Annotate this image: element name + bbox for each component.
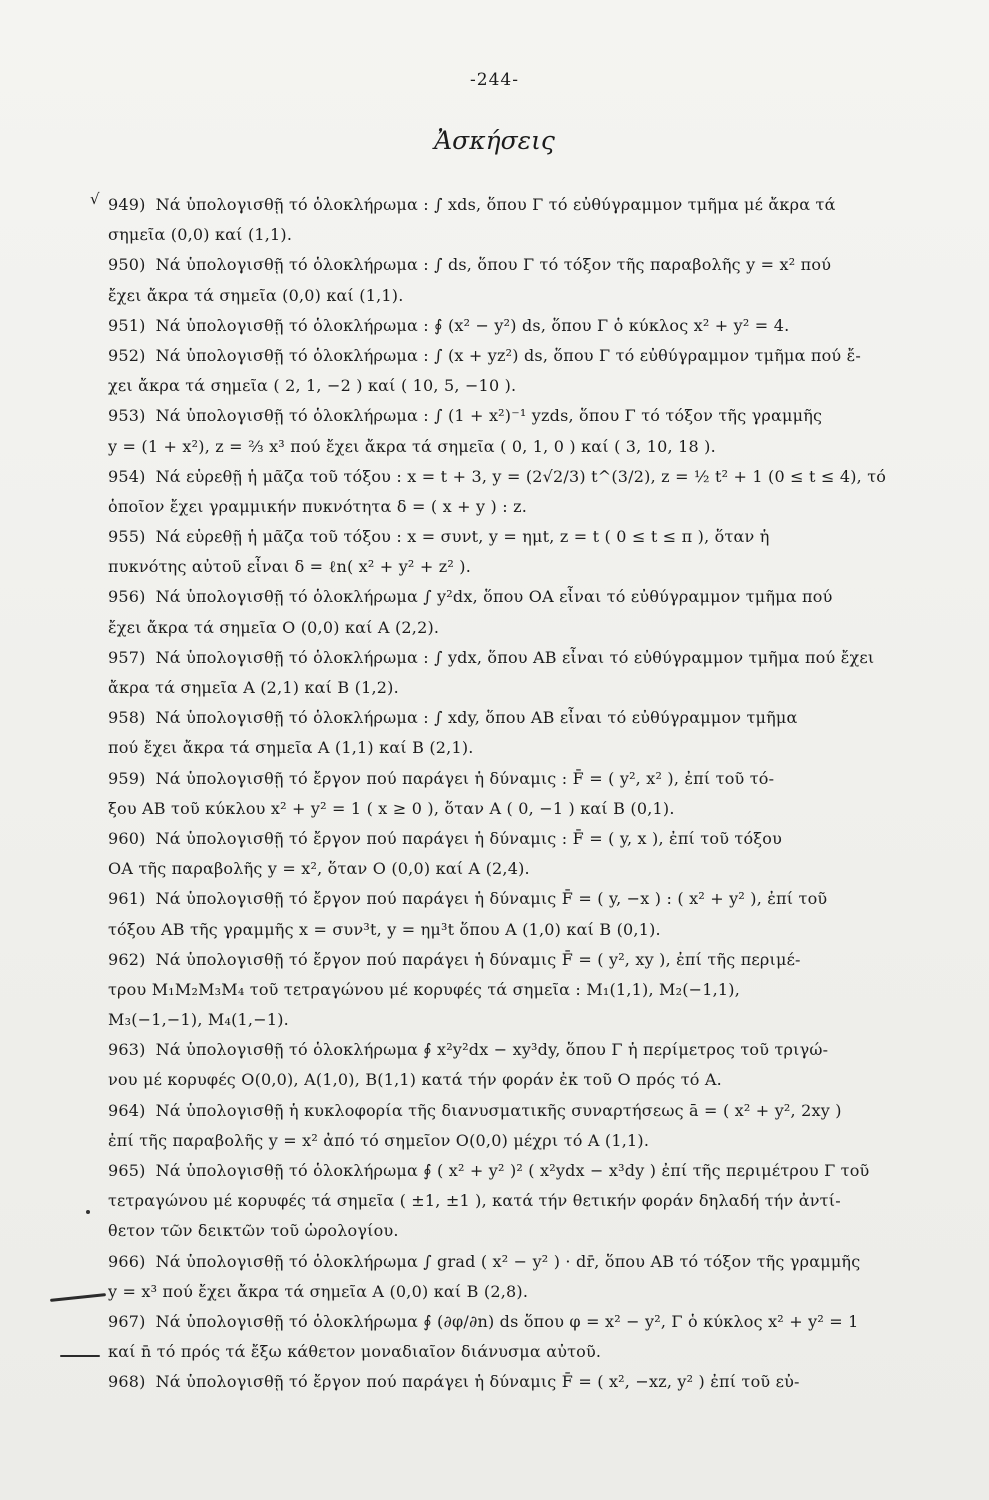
exercise-text: σημεῖα (0,0) καί (1,1).: [108, 225, 293, 245]
exercise-item: [108, 1307, 978, 1367]
exercise-number: 949): [108, 195, 146, 214]
exercise-item: [108, 1035, 978, 1095]
exercise-line: [108, 1277, 978, 1307]
exercise-number: 960): [108, 828, 146, 848]
exercise-text: τετραγώνου μέ κορυφές τά σημεῖα ( ±1, ±1 ), κατά τήν θετικήν φοράν δηλαδή τήν ἀντί-: [108, 1191, 841, 1211]
ink-dot: [86, 1210, 90, 1214]
exercise-line: [108, 220, 978, 250]
exercise-line: [108, 341, 978, 371]
exercise-number: 955): [108, 527, 146, 547]
exercise-number: 957): [108, 647, 146, 667]
exercise-line: [108, 401, 978, 431]
exercise-text: Νά ὑπολογισθῇ τό ὁλοκλήρωμα : ∫ ydx, ὅπου ΑΒ εἶναι τό εὐθύγραμμον τμῆμα πού ἔχει: [155, 647, 875, 667]
exercise-text: Νά ὑπολογισθῇ τό ὁλοκλήρωμα : ∫ xdy, ὅπου ΑΒ εἶναι τό εὐθύγραμμον τμῆμα: [155, 708, 798, 728]
exercise-item: [108, 1096, 978, 1156]
exercise-text: Νά εὑρεθῇ ἡ μᾶζα τοῦ τόξου : x = t + 3, y = (2√2/3) t^(3/2), z = ½ t² + 1 (0 ≤ t ≤ 4), τό: [155, 466, 887, 486]
exercise-number: 965): [108, 1161, 146, 1180]
exercise-line: [108, 1126, 978, 1156]
exercise-line: [108, 975, 978, 1005]
exercise-line: [108, 613, 978, 643]
exercise-line: [108, 764, 978, 794]
exercise-text: χει ἄκρα τά σημεῖα ( 2, 1, −2 ) καί ( 10, 5, −10 ).: [108, 376, 517, 396]
exercise-line: [108, 945, 978, 975]
exercise-line: [108, 884, 978, 914]
exercise-text: Νά ὑπολογισθῇ τό ὁλοκλήρωμα : ∫ (x + yz²) ds, ὅπου Γ τό εὐθύγραμμον τμῆμα πού ἔ-: [155, 345, 862, 365]
exercise-line: [108, 522, 978, 552]
exercise-item: [108, 703, 978, 763]
exercise-line: [108, 1307, 978, 1337]
exercise-text: Νά εὑρεθῇ ἡ μᾶζα τοῦ τόξου : x = συνt, y = ημt, z = t ( 0 ≤ t ≤ π ), ὅταν ἡ: [155, 527, 770, 547]
page-title: Ἀσκήσεις: [434, 126, 555, 155]
exercise-line: [108, 311, 978, 341]
exercise-text: Νά ὑπολογισθῇ τό ὁλοκλήρωμα ∫ y²dx, ὅπου ΟΑ εἶναι τό εὐθύγραμμον τμῆμα πού: [155, 587, 833, 607]
exercise-text: Νά ὑπολογισθῇ τό ὁλοκλήρωμα ∫ grad ( x² − y² ) · dr̄, ὅπου ΑΒ τό τόξον τῆς γραμμῆς: [155, 1251, 861, 1271]
exercise-text: καί n̄ τό πρός τά ἔξω κάθετον μοναδιαῖον διάνυσμα αὐτοῦ.: [108, 1342, 602, 1362]
exercise-line: [108, 250, 978, 280]
exercise-text: ἄκρα τά σημεῖα Α (2,1) καί Β (1,2).: [108, 678, 399, 697]
exercise-number: 959): [108, 768, 146, 788]
exercise-number: 953): [108, 406, 146, 426]
exercise-text: y = (1 + x²), z = ⅔ x³ πού ἔχει ἄκρα τά σημεῖα ( 0, 1, 0 ) καί ( 3, 10, 18 ).: [108, 436, 716, 456]
exercise-line: [108, 824, 978, 854]
exercise-number: 961): [108, 889, 146, 909]
exercise-line: [108, 582, 978, 612]
exercise-text: Μ₃(−1,−1), Μ₄(1,−1).: [108, 1010, 289, 1030]
exercise-line: [108, 552, 978, 582]
exercise-text: y = x³ πού ἔχει ἄκρα τά σημεῖα Α (0,0) καί Β (2,8).: [108, 1281, 529, 1301]
exercise-text: τρου Μ₁Μ₂Μ₃Μ₄ τοῦ τετραγώνου μέ κορυφές τά σημεῖα : Μ₁(1,1), Μ₂(−1,1),: [108, 979, 741, 999]
exercise-line: [108, 1096, 978, 1126]
check-mark-icon: √: [90, 190, 100, 208]
exercise-text: θετον τῶν δεικτῶν τοῦ ὡρολογίου.: [108, 1221, 399, 1241]
exercise-text: Νά ὑπολογισθῇ τό ὁλοκλήρωμα : ∫ (1 + x²)⁻¹ yzds, ὅπου Γ τό τόξον τῆς γραμμῆς: [155, 406, 823, 426]
exercise-text: Νά ὑπολογισθῇ τό ὁλοκλήρωμα ∮ (∂φ/∂n) ds ὅπου φ = x² − y², Γ ὁ κύκλος x² + y² = 1: [155, 1311, 859, 1331]
exercise-item: [108, 341, 978, 401]
exercise-line: [108, 371, 978, 401]
margin-pen-mark: [60, 1355, 100, 1357]
exercise-line: [108, 432, 978, 462]
exercise-line: [108, 190, 978, 220]
exercise-item: [108, 522, 978, 582]
exercise-number: 956): [108, 587, 146, 607]
exercise-number: 963): [108, 1040, 146, 1060]
exercise-line: [108, 703, 978, 733]
exercise-text: Νά ὑπολογισθῇ τό ὁλοκλήρωμα ∮ ( x² + y² )² ( x²ydx − x³dy ) ἐπί τῆς περιμέτρου Γ τοῦ: [155, 1161, 870, 1180]
exercise-line: [108, 794, 978, 824]
exercise-text: τόξου ΑΒ τῆς γραμμῆς x = συν³t, y = ημ³t ὅπου Α (1,0) καί Β (0,1).: [108, 919, 661, 939]
exercise-text: Νά ὑπολογισθῇ τό ὁλοκλήρωμα : ∫ ds, ὅπου Γ τό τόξον τῆς παραβολῆς y = x² πού: [155, 255, 832, 275]
exercise-line: [108, 492, 978, 522]
exercise-text: Νά ὑπολογισθῇ τό ἔργον πού παράγει ἡ δύναμις F̄ = ( y, −x ) : ( x² + y² ), ἐπί τοῦ: [155, 889, 828, 909]
exercise-item: [108, 884, 978, 944]
exercise-list: [108, 190, 978, 1398]
exercise-text: νου μέ κορυφές Ο(0,0), Α(1,0), Β(1,1) κατά τήν φοράν ἐκ τοῦ Ο πρός τό Α.: [108, 1070, 722, 1090]
exercise-item: [108, 643, 978, 703]
exercise-text: πού ἔχει ἄκρα τά σημεῖα Α (1,1) καί Β (2,1).: [108, 738, 474, 758]
exercise-item: [108, 764, 978, 824]
exercise-text: Νά ὑπολογισθῇ τό ὁλοκλήρωμα : ∫ xds, ὅπου Γ τό εὐθύγραμμον τμῆμα μέ ἄκρα τά: [155, 195, 836, 214]
exercise-line: [108, 1065, 978, 1095]
exercise-item: [108, 190, 978, 250]
exercise-item: [108, 250, 978, 310]
exercise-number: 964): [108, 1100, 146, 1120]
exercise-line: [108, 1186, 978, 1216]
exercise-number: 967): [108, 1311, 146, 1331]
exercise-text: πυκνότης αὐτοῦ εἶναι δ = ℓn( x² + y² + z² ).: [108, 557, 471, 577]
exercise-line: [108, 673, 978, 703]
exercise-text: ἐπί τῆς παραβολῆς y = x² ἀπό τό σημεῖον Ο(0,0) μέχρι τό Α (1,1).: [108, 1130, 650, 1150]
exercise-text: Νά ὑπολογισθῇ τό ὁλοκλήρωμα : ∮ (x² − y²) ds, ὅπου Γ ὁ κύκλος x² + y² = 4.: [155, 315, 790, 335]
exercise-item: [108, 1247, 978, 1307]
exercise-text: ΟΑ τῆς παραβολῆς y = x², ὅταν Ο (0,0) καί Α (2,4).: [108, 859, 530, 879]
exercise-line: [108, 281, 978, 311]
exercise-number: 968): [108, 1372, 146, 1392]
exercise-text: ξου ΑΒ τοῦ κύκλου x² + y² = 1 ( x ≥ 0 ), ὅταν Α ( 0, −1 ) καί Β (0,1).: [108, 798, 675, 818]
exercise-text: Νά ὑπολογισθῇ ἡ κυκλοφορία τῆς διανυσματικῆς συναρτήσεως ā = ( x² + y², 2xy ): [155, 1100, 842, 1120]
exercise-line: [108, 1337, 978, 1367]
exercise-line: [108, 854, 978, 884]
exercise-item: [108, 945, 978, 1036]
exercise-number: 952): [108, 345, 146, 365]
exercise-number: 950): [108, 255, 146, 275]
exercise-text: Νά ὑπολογισθῇ τό ὁλοκλήρωμα ∮ x²y²dx − xy³dy, ὅπου Γ ἡ περίμετρος τοῦ τριγώ-: [155, 1040, 829, 1060]
exercise-item: [108, 582, 978, 642]
exercise-line: [108, 1367, 978, 1397]
exercise-text: ἔχει ἄκρα τά σημεῖα Ο (0,0) καί Α (2,2).: [108, 617, 440, 637]
exercise-item: [108, 824, 978, 884]
exercise-line: [108, 1216, 978, 1246]
exercise-line: [108, 1156, 978, 1186]
exercise-number: 966): [108, 1251, 146, 1271]
page-number: -244-: [470, 70, 519, 90]
exercise-text: Νά ὑπολογισθῇ τό ἔργον πού παράγει ἡ δύναμις F̄ = ( x², −xz, y² ) ἐπί τοῦ εὐ-: [155, 1372, 800, 1392]
exercise-line: [108, 915, 978, 945]
exercise-number: 958): [108, 708, 146, 728]
exercise-number: 954): [108, 466, 146, 486]
exercise-line: [108, 462, 978, 492]
exercise-text: Νά ὑπολογισθῇ τό ἔργον πού παράγει ἡ δύναμις : F̄ = ( y, x ), ἐπί τοῦ τόξου: [155, 828, 783, 848]
exercise-item: [108, 311, 978, 341]
exercise-item: [108, 401, 978, 461]
exercise-line: [108, 1247, 978, 1277]
exercise-text: ὁποῖον ἔχει γραμμικήν πυκνότητα δ = ( x + y ) : z.: [108, 496, 528, 516]
exercise-line: [108, 1035, 978, 1065]
exercise-item: [108, 1367, 978, 1397]
exercise-line: [108, 733, 978, 763]
exercise-text: Νά ὑπολογισθῇ τό ἔργον πού παράγει ἡ δύναμις : F̄ = ( y², x² ), ἐπί τοῦ τό-: [155, 768, 775, 788]
exercise-item: [108, 462, 978, 522]
exercise-item: [108, 1156, 978, 1247]
exercise-text: Νά ὑπολογισθῇ τό ἔργον πού παράγει ἡ δύναμις F̄ = ( y², xy ), ἐπί τῆς περιμέ-: [155, 949, 801, 969]
exercise-text: ἔχει ἄκρα τά σημεῖα (0,0) καί (1,1).: [108, 285, 404, 305]
exercise-line: [108, 1005, 978, 1035]
exercise-number: 962): [108, 949, 146, 969]
exercise-number: 951): [108, 315, 146, 335]
exercise-line: [108, 643, 978, 673]
margin-pen-mark: [50, 1293, 106, 1302]
